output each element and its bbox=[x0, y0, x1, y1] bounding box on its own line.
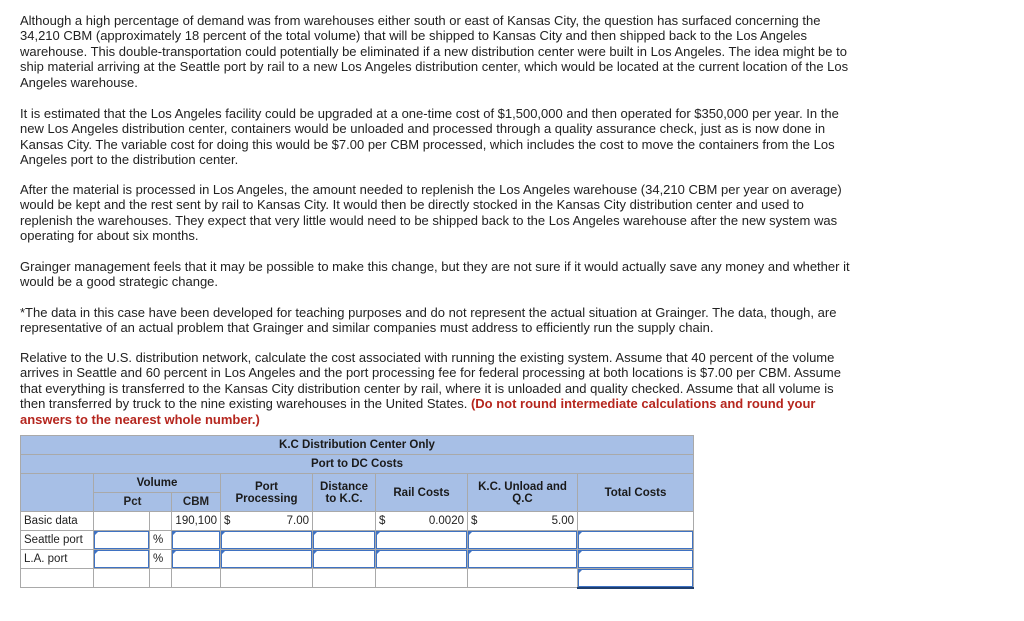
la-kc-unload-input[interactable] bbox=[468, 550, 578, 569]
row-label-header bbox=[21, 474, 94, 512]
empty-cell bbox=[94, 569, 150, 588]
empty-cell bbox=[313, 569, 376, 588]
pct-unit: % bbox=[150, 531, 172, 550]
seattle-distance-input[interactable] bbox=[313, 531, 376, 550]
la-rail-costs-input[interactable] bbox=[376, 550, 468, 569]
port-processing-header: Port Processing bbox=[221, 474, 313, 512]
seattle-kc-unload-input[interactable] bbox=[468, 531, 578, 550]
total-costs-header: Total Costs bbox=[578, 474, 694, 512]
distance-header: Distance to K.C. bbox=[313, 474, 376, 512]
la-distance-input[interactable] bbox=[313, 550, 376, 569]
cost-table bbox=[20, 435, 694, 589]
port-processing-value: 7.00 bbox=[286, 515, 309, 527]
seattle-port-processing-input[interactable] bbox=[221, 531, 313, 550]
row-label: Basic data bbox=[21, 512, 94, 531]
paragraph-text: Grainger management feels that it may be possible to make this change, but they are not sure if it would actually save any money and whether it would be a good strategic change. bbox=[20, 259, 850, 290]
table-subtitle: Port to DC Costs bbox=[21, 455, 694, 474]
row-label: Seattle port bbox=[21, 531, 94, 550]
seattle-rail-costs-input[interactable] bbox=[376, 531, 468, 550]
pct-cell bbox=[94, 512, 150, 531]
table-row-basic bbox=[21, 512, 694, 531]
row-label: L.A. port bbox=[21, 550, 94, 569]
empty-cell bbox=[172, 569, 221, 588]
case-paragraph-2 bbox=[20, 106, 855, 168]
rail-costs-cell bbox=[376, 512, 468, 531]
table-row-seattle bbox=[21, 531, 694, 550]
pct-header: Pct bbox=[94, 493, 172, 512]
case-paragraph-3 bbox=[20, 182, 855, 244]
empty-cell bbox=[221, 569, 313, 588]
la-total-costs-input[interactable] bbox=[578, 550, 694, 569]
la-cbm-input[interactable] bbox=[172, 550, 221, 569]
question-text: Relative to the U.S. distribution network, calculate the cost associated with running the existing system. Assume that 40 percent of the volume arrives in Seattle and 60 percent in Los Angeles and the port processing fee for federal processing at both locations is $7.00 per CBM. Assume that everything is transferred to the Kansas City distribution center by rail, where it is unloaded and quality checked. Assume that all volume is then transferred by truck to the nine existing warehouses in the United States. bbox=[20, 350, 841, 412]
kc-unload-header: K.C. Unload and Q.C bbox=[468, 474, 578, 512]
total-row-label bbox=[21, 569, 94, 588]
grand-total-input[interactable] bbox=[578, 569, 694, 588]
la-port-processing-input[interactable] bbox=[221, 550, 313, 569]
rail-costs-value: 0.0020 bbox=[428, 515, 464, 527]
table-row-la bbox=[21, 550, 694, 569]
port-processing-cell bbox=[221, 512, 313, 531]
kc-unload-cell bbox=[468, 512, 578, 531]
paragraph-text: Although a high percentage of demand was from warehouses either south or east of Kansas City, the question has surfaced concerning the 34,210 CBM (approximately 18 percent of the total volume) that will be shipped to Kansas City and then shipped back to the Los Angeles warehouse. This double-transportation could potentially be eliminated if a new distribution center were built in Los Angeles. The idea might be to ship material arriving at the Seattle port by rail to a new Los Angeles distribution center, which would be located at the current location of the Los Angeles warehouse. bbox=[20, 13, 849, 90]
question-prompt bbox=[20, 350, 855, 427]
pct-unit-cell bbox=[150, 512, 172, 531]
table-title: K.C Distribution Center Only bbox=[21, 436, 694, 455]
paragraph-text: *The data in this case have been developed for teaching purposes and do not represent the actual situation at Grainger. The data, though, are representative of an actual problem that Grainger and similar companies must address to efficiently run the supply chain. bbox=[20, 305, 837, 336]
rounding-instruction: (Do not round intermediate calculations and round your answers to the nearest whole number.) bbox=[20, 396, 816, 427]
paragraph-text: After the material is processed in Los Angeles, the amount needed to replenish the Los Angeles warehouse (34,210 CBM per year on average) would be kept and the rest sent by rail to Kansas City. It would then be directly stocked in the Kansas City distribution center and used to replenish the warehouses. They expect that very little would need to be shipped back to the Los Angeles warehouse after the new system was operating for about six months. bbox=[20, 182, 842, 244]
seattle-pct-input[interactable] bbox=[94, 531, 150, 550]
volume-header: Volume bbox=[94, 474, 221, 493]
currency-symbol: $ bbox=[379, 515, 386, 527]
case-footnote bbox=[20, 305, 855, 336]
currency-symbol: $ bbox=[224, 515, 231, 527]
kc-unload-value: 5.00 bbox=[551, 515, 574, 527]
la-pct-input[interactable] bbox=[94, 550, 150, 569]
empty-cell bbox=[150, 569, 172, 588]
cbm-header: CBM bbox=[172, 493, 221, 512]
rail-costs-header: Rail Costs bbox=[376, 474, 468, 512]
seattle-cbm-input[interactable] bbox=[172, 531, 221, 550]
distance-cell bbox=[313, 512, 376, 531]
total-costs-cell bbox=[578, 512, 694, 531]
pct-unit: % bbox=[150, 550, 172, 569]
case-paragraph-4 bbox=[20, 259, 855, 290]
cbm-value: 190,100 bbox=[172, 512, 221, 531]
currency-symbol: $ bbox=[471, 515, 478, 527]
empty-cell bbox=[468, 569, 578, 588]
paragraph-text: It is estimated that the Los Angeles facility could be upgraded at a one-time cost of $1,500,000 and then operated for $350,000 per year. In the new Los Angeles distribution center, containers would be unloaded and processed through a quality assurance check, just as is now done in Kansas City. The variable cost for doing this would be $7.00 per CBM processed, which includes the cost to move the containers from the Los Angeles port to the distribution center. bbox=[20, 106, 839, 168]
empty-cell bbox=[376, 569, 468, 588]
table-row-total bbox=[21, 569, 694, 588]
case-paragraph-1 bbox=[20, 13, 855, 90]
seattle-total-costs-input[interactable] bbox=[578, 531, 694, 550]
paragraph-text bbox=[20, 350, 855, 427]
